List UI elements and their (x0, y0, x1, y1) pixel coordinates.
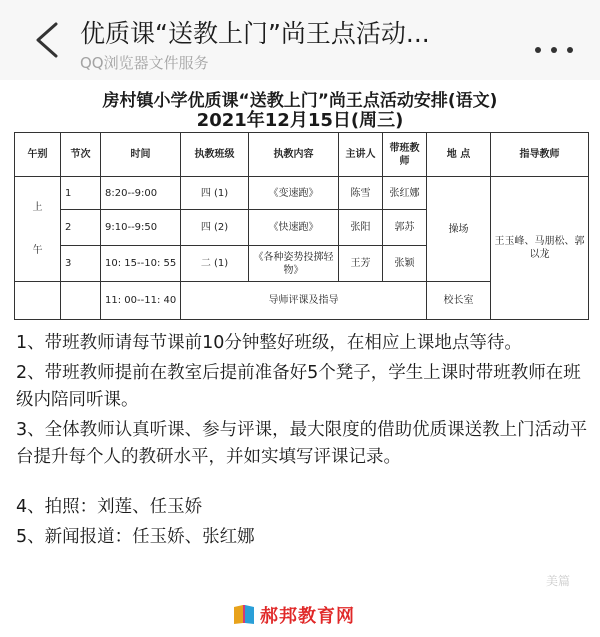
document-title: 房村镇小学优质课“送教上门”尚王点活动安排(语文) (102, 91, 498, 111)
table-header: 主讲人 (339, 133, 383, 177)
more-dots-icon (535, 47, 541, 53)
mentors-cell: 王玉峰、马朋松、郭以龙 (491, 177, 589, 320)
note-item: 4、拍照：刘莲、任玉娇 (16, 497, 203, 517)
time-cell: 10: 15--10: 55 (101, 246, 181, 282)
note-item: 1、带班教师请每节课前10分钟整好班级，在相应上课地点等待。 (16, 333, 522, 353)
session-label: 上 (32, 202, 43, 213)
table-header: 执教班级 (181, 133, 249, 177)
time-cell: 11: 00--11: 40 (101, 282, 181, 320)
back-button[interactable] (30, 20, 66, 60)
class-cell: 四 (2) (181, 210, 249, 246)
table-header: 午别 (15, 133, 61, 177)
class-cell: 二 (1) (181, 246, 249, 282)
book-logo-icon (232, 602, 256, 626)
class-cell: 四 (1) (181, 177, 249, 210)
table-header: 带班教师 (383, 133, 427, 177)
session-label: 午 (32, 245, 43, 256)
note-item: 2、带班教师提前在教室后提前准备好5个凳子，学生上课时带班教师在班级内陪同听课。 (16, 363, 581, 410)
table-header: 执教内容 (249, 133, 339, 177)
review-cell: 导师评课及指导 (181, 282, 427, 320)
meipian-watermark: 美篇 (546, 574, 571, 588)
time-cell: 9:10--9:50 (101, 210, 181, 246)
document-date: 2021年12月15日(周三) (196, 110, 404, 131)
table-header: 指导教师 (491, 133, 589, 177)
period-cell: 2 (61, 210, 101, 246)
table-header-row (15, 133, 589, 177)
teacher-cell: 张红娜 (383, 177, 427, 210)
app-bar (0, 0, 600, 80)
session-cell (15, 177, 61, 282)
table-row (15, 177, 589, 210)
chevron-left-icon (30, 20, 66, 60)
location-cell: 校长室 (427, 282, 491, 320)
speaker-cell: 陈雪 (339, 177, 383, 210)
location-cell: 操场 (427, 177, 491, 282)
period-cell: 1 (61, 177, 101, 210)
more-dots-icon (567, 47, 573, 53)
speaker-cell: 王芳 (339, 246, 383, 282)
table-header: 节次 (61, 133, 101, 177)
window-title: 优质课“送教上门”尚王点活动... (80, 19, 430, 48)
more-button[interactable] (535, 38, 585, 50)
more-dots-icon (551, 47, 557, 53)
site-logo-watermark (232, 600, 382, 630)
notes-section (16, 330, 590, 554)
schedule-table (14, 132, 589, 320)
period-cell: 3 (61, 246, 101, 282)
site-logo-text: 郝邦教育网 (260, 606, 355, 627)
window-subtitle: QQ浏览器文件服务 (80, 54, 209, 72)
content-cell: 《变速跑》 (249, 177, 339, 210)
table-header: 时间 (101, 133, 181, 177)
content-cell: 《各种姿势投掷轻物》 (249, 246, 339, 282)
content-cell: 《快速跑》 (249, 210, 339, 246)
table-header: 地 点 (427, 133, 491, 177)
teacher-cell: 张颖 (383, 246, 427, 282)
note-item: 3、全体教师认真听课、参与评课，最大限度的借助优质课送教上门活动平台提升每个人的教研水平，并如实填写评课记录。 (16, 420, 588, 467)
teacher-cell: 郭苏 (383, 210, 427, 246)
speaker-cell: 张阳 (339, 210, 383, 246)
time-cell: 8:20--9:00 (101, 177, 181, 210)
note-item: 5、新闻报道：任玉娇、张红娜 (16, 527, 255, 547)
